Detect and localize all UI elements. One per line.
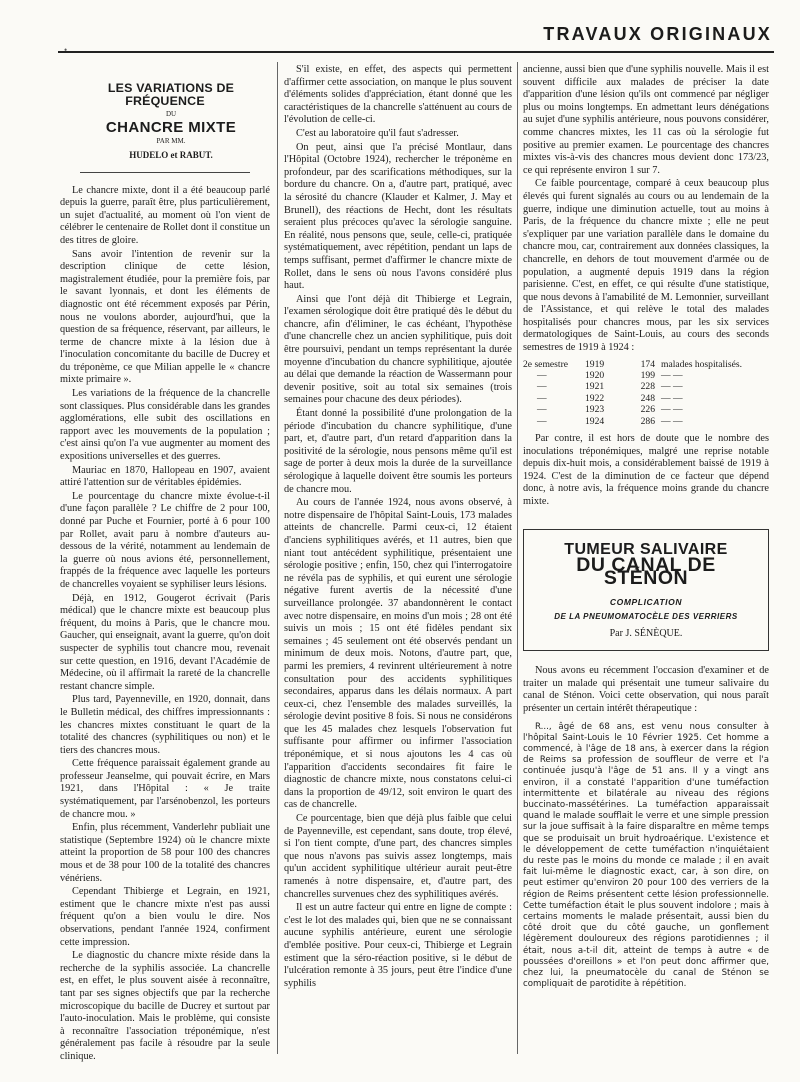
case-report: R..., âgé de 68 ans, est venu nous consulter à l'hôpital Saint-Louis le 10 Février 1925. Cet homme a commencé, à l'âge de 18 ans, à exercer dans la région de Reims sa profession de souffleur de verre et l'a continuée jusqu'à l'âge de 51 ans. Il y a vingt ans environ, il a constaté l'apparition d'une tuméfaction intermittente et bilatérale au niveau des régions buccinato-massétérines. La tuméfaction apparaissait quand le malade soufflait le verre et une simple pression sur la joue suffisait à la faire disparaître en même temps que se produisait un bruit hydroaérique. L'existence et le développement de cette tuméfaction n'inquiétaient du reste pas le moins du monde ce malade ; il en avait fait lui-même le diagnostic exact, car, à son dire, on peut estimer qu'environ 20 pour 100 des verriers de la région de Reims présentent cette lésion professionnelle. Cette tuméfaction était le plus souvent indolore ; mais à certains moments le malade présentait, aussi bien du côté droit que du côté gauche, un gonflement légèrement douloureux des régions parotidiennes ; il était, nous a-t-il dit, atteint de temps à autre « de poussées d'oreillons » et l'on peut donc affirmer que, chez lui, la pneumatocèle du canal de Sténon se compliquait de parotidite à répétition. xyxy=(523,721,769,990)
table-row xyxy=(523,370,769,381)
article-title-box xyxy=(523,529,769,652)
table-cell: 226 xyxy=(640,404,655,416)
table-row xyxy=(523,416,769,427)
column-divider xyxy=(517,62,518,1054)
article-authors: HUDELO et RABUT. xyxy=(129,149,213,160)
article-byline-prefix: PAR MM. xyxy=(156,137,186,146)
table-row xyxy=(523,381,769,392)
paragraph: Nous avons eu récemment l'occasion d'examiner et de traiter un malade qui présentait une tumeur salivaire du canal de Sténon. Voici cette observation, qui nous paraît présenter un certain intérêt thérapeutique : xyxy=(523,665,769,714)
section-title: TRAVAUX ORIGINAUX xyxy=(543,24,772,44)
table-cell: 1921 xyxy=(585,381,605,393)
table-cell: 1920 xyxy=(585,370,605,382)
table-cell: 248 xyxy=(640,392,655,404)
table-cell: — xyxy=(537,370,547,382)
column-2 xyxy=(284,64,512,990)
table-cell: 286 xyxy=(640,415,655,427)
paragraph: Par contre, il est hors de doute que le nombre des inoculations tréponémiques, malgré une reprise notable depuis dix-huit mois, a considérablement baissé de 1919 à 1924. C'est de la diminution de ce facteur que dépend donc, à notre avis, la fréquence moins grande du chancre mixte. xyxy=(523,433,769,508)
table-cell: 174 xyxy=(640,358,655,370)
table-cell: — xyxy=(537,404,547,416)
paragraph: Cependant Thibierge et Legrain, en 1921, estiment que le chancre mixte n'est pas aussi fréquent qu'on a bien voulu le dire. Nos observations, pendant l'année 1924, confirment cette impression. xyxy=(60,886,270,948)
article-title-main: CHANCRE MIXTE xyxy=(105,118,237,136)
table-row xyxy=(523,393,769,404)
stats-table xyxy=(523,359,769,427)
paragraph: Enfin, plus récemment, Vanderlehr publiait une statistique (Septembre 1924) où le chancre mixte atteint la proportion de 58 pour 100 des chancres mous et de 38 pour 100 de la totalité des chancres vénériens. xyxy=(60,822,270,884)
table-cell: — — xyxy=(661,392,683,404)
table-cell: — xyxy=(537,392,547,404)
table-row xyxy=(523,359,769,370)
paragraph: On peut, ainsi que l'a précisé Montlaur, dans l'Hôpital (Octobre 1924), rechercher le tréponème en profondeur, par des scarifications méthodiques, sur la bordure du chancre. On a, d'autre part, pratiqué, avec la sérosité du chancre (Klauder et Kalmer, J. May et Brunell), des réactions de Hecht, dont les résultats seraient plus précoces qu'avec la sérologie sanguine. En réalité, nous pensons que, seule, celle-ci, pratiquée systématiquement, avec répétition, pendant un laps de temps suffisant, permet d'affirmer le chancre mixte de Rollet, dans le sens où nous l'avons considéré plus haut. xyxy=(284,141,512,292)
table-row xyxy=(523,404,769,415)
page-header xyxy=(0,0,800,58)
paragraph: Mauriac en 1870, Hallopeau en 1907, avaient attiré l'attention sur de véritables épidémies. xyxy=(60,464,270,489)
paragraph: S'il existe, en effet, des aspects qui permettent d'affirmer cette association, on manque le plus souvent d'éléments solides d'appréciation, étant donné que les caractéristiques de la chancrelle s'atténuent au cours de l'évolution de celle-ci. xyxy=(284,64,512,126)
table-cell: 1919 xyxy=(585,358,605,370)
paragraph: ancienne, aussi bien que d'une syphilis nouvelle. Mais il est souvent difficile aux malades de préciser la date d'apparition d'une lésion qu'ils ont commencé par négliger plus ou moins longtemps. En admettant leurs dénégations au sujet d'une syphilis antérieure, nous pouvons considérer, comme chancres mixtes, les 11 cas où la sérologie fut positive au premier examen. Le pourcentage des chancres mixtes vis-à-vis des chancres mous devient donc 173/23, ce qui représente environ 1 sur 7. xyxy=(523,64,769,176)
paragraph: Ce faible pourcentage, comparé à ceux beaucoup plus élevés qui furent signalés au cours ou au lendemain de la guerre, indique une diminution actuelle, tout au moins à Paris, de la fréquence du chancre mixte ; elle ne peut s'expliquer par une variation parallèle dans le domaine du chancre mou, car, contrairement aux données classiques, la chancrelle, en dehors de tout mouvement d'armée ou de population, a augmenté depuis 1919 dans la région parisienne. C'est, en effet, ce qui résulte d'une statistique, que nous devons à l'amabilité de M. Lemonnier, surveillant de l'Assistance, et qui relève le total des malades hospitalisés pour chancres mous, par les six services dermatologiques de Saint-Louis, au cours des seconds semestres de 1919 à 1924 : xyxy=(523,178,769,354)
table-cell: 1923 xyxy=(585,404,605,416)
table-cell: — xyxy=(537,415,547,427)
column-3 xyxy=(523,64,769,990)
paragraph: Ainsi que l'ont déjà dit Thibierge et Legrain, l'examen sérologique doit être pratiqué dès le début du chancre, afin d'éliminer, le cas échéant, l'hypothèse d'une chancrelle chez un ancien syphilitique, puis doit être poursuivi, pendant un temps représentant la durée moyenne d'incubation du chancre syphilitique, ajoutée au délai que demande la réaction de Wassermann pour devenir positive, soit au total six semaines (trois semaines pour chacune des deux périodes). xyxy=(284,293,512,406)
paragraph: Étant donné la possibilité d'une prolongation de la période d'incubation du chancre syphilitique, d'une part, et, d'autre part, d'un retard d'apparition dans la positivité de la sérologie, nous pensons même qu'il est sage de porter à deux mois la durée de la surveillance sérologique à laquelle doivent être soumis les porteurs de chancre mou. xyxy=(284,408,512,495)
table-cell: 199 xyxy=(640,370,655,382)
paragraph: Déjà, en 1912, Gougerot écrivait (Paris médical) que le chancre mixte est beaucoup plus fréquent, du moins à Paris, que le chancre mou. Gaucher, qui enseignait, avant la guerre, qu'on doit suspecter de syphilis tout chancre mou, revenait sur cette question, en 1916, devant l'Académie de Médecine, où il affirmait la rareté de la chancrelle restant chancre simple. xyxy=(60,592,270,692)
paragraph: Les variations de la fréquence de la chancrelle sont classiques. Plus considérable dans les grandes agglomérations, elle subit des oscillations en rapport avec les mouvements de la population ; c'est ainsi qu'on l'a vue augmenter au moment des expositions universelles et des guerres. xyxy=(60,388,270,463)
title-rule xyxy=(80,172,250,173)
paragraph: Plus tard, Payenneville, en 1920, donnait, dans le Bulletin médical, des chiffres impressionnants : les chancres mixtes constituant le quart de la totalité des chancres (syphilitiques ou non) et le tiers des chancres mous. xyxy=(60,694,270,756)
paragraph: Au cours de l'année 1924, nous avons observé, à notre dispensaire de l'hôpital Saint-Louis, 173 malades atteints de chancrelle. Parmi ceux-ci, 12 étaient d'anciens syphilitiques avérés, et 11 autres, bien que niant tout antécédent syphilitique, présentaient une sérologie positive ; enfin, 150, chez qui l'interrogatoire ne révéla pas de syphilis, et qui eurent une sérologie négative furent avertis de la nécessité d'une surveillance prolongée. 37 abandonnèrent le contact avec notre dispensaire, en moins d'un mois ; 28 ont été suivis un mois ; 15 ont été fidèles pendant six semaines ; 45 seulement ont été observés pendant un minimum de deux mois. Notons, d'autre part, que, parmi les premiers, 4 revinrent ultérieurement à notre consultation pour des accidents syphilitiques secondaires, apparus dans les délais normaux. A part ceux-ci, chez l'ensemble des malades surveillés, la sérologie devint positive 8 fois. Si nous ne considérons que les 45 malades chez lesquels l'observation fut suffisante pour affirmer ou infirmer l'association tréponémique, et si nous ajoutons les 4 cas où l'apparition d'accidents secondaires fit faire le diagnostic de chancre mixte, nous constatons celui-ci dans la proportion de 49/12, soit environ le quart des cas de chancrelle. xyxy=(284,497,512,811)
article-title: LES VARIATIONS DE FRÉQUENCE xyxy=(107,81,235,108)
table-cell: — — xyxy=(661,404,683,416)
table-cell: — — xyxy=(661,415,683,427)
table-cell: malades hospitalisés. xyxy=(661,358,742,370)
paragraph: Le diagnostic du chancre mixte réside dans la recherche de la syphilis associée. La chancrelle est, en effet, le plus souvent aisée à reconnaître, tant par ses signes objectifs que par la recherche microscopique du bacille de Ducrey et surtout par l'auto-inoculation. Mais le problème, qui consiste à reconnaître l'association tréponémique, n'est généralement pas facile à résoudre par la seule clinique. xyxy=(60,950,270,1062)
article-author: Par J. SÉNÈQUE. xyxy=(609,627,683,639)
article-title-du: DU xyxy=(165,110,177,119)
paragraph: Cette fréquence paraissait également grande au professeur Jeanselme, qui pouvait écrire, en Mars 1921, dans l'Hôpital : « Je traite systématiquement, par l'arsénobenzol, les porteurs de chancre mou. » xyxy=(60,758,270,820)
table-cell: 2e semestre xyxy=(523,358,569,370)
table-cell: 1924 xyxy=(585,415,605,427)
paragraph: C'est au laboratoire qu'il faut s'adresser. xyxy=(296,127,459,139)
paragraph: Sans avoir l'intention de revenir sur la description clinique de cette lésion, magistralement étudiée, pour la première fois, par le savant lyonnais, et dont les éléments de diagnostic ont été récemment exposés par Périn, nous ne voulons aborder, aujourd'hui, que la question de sa fréquence, réservant, par ailleurs, le terme de chancre mixte à la lésion due à l'inoculation concomitante du bacille de Ducrey et du tréponème, ce que Milian appelle le « chancre mixte primaire ». xyxy=(60,248,270,386)
column-divider xyxy=(277,62,278,1054)
paragraph: Le chancre mixte, dont il a été beaucoup parlé depuis la guerre, paraît être, plus particulièrement, un sujet d'actualité, au moment où l'on vient de célébrer le centenaire de Rollet dont il constitue un des titres de gloire. xyxy=(60,184,270,246)
table-cell: — — xyxy=(661,381,683,393)
table-cell: 1922 xyxy=(585,392,605,404)
article-subtitle: DE LA PNEUMOMATOCÈLE DES VERRIERS xyxy=(554,612,738,622)
paragraph: Le pourcentage du chancre mixte évolue-t-il d'une façon parallèle ? Le chiffre de 2 pour 100, donné par Puche et Fournier, porté à 6 pour 100 par Rollet, avait paru à nombre d'auteurs au-dessous de la vérité, notamment au lendemain de la guerre où nous avions été, personnellement, frappés de la fréquence avec laquelle les porteurs de chancrelles voyaient se syphiliser leurs lésions. xyxy=(60,490,270,590)
article-subtitle: COMPLICATION xyxy=(609,597,683,608)
table-cell: 228 xyxy=(640,381,655,393)
column-1 xyxy=(60,64,270,1064)
article-title: DU CANAL DE STÉNON xyxy=(576,554,716,589)
article-title: TUMEUR SALIVAIRE xyxy=(564,540,728,558)
paragraph: Il est un autre facteur qui entre en ligne de compte : c'est le lot des malades qui, bien que ne se connaissant aucune syphilis antérieure, eurent une sérologie d'emblée positive. Pour ceux-ci, Thibierge et Legrain estiment que la séro-réaction positive, si le début de l'ulcération remonte à 35 jours, peut être l'indice d'une syphilis xyxy=(284,902,512,989)
page-mark: • xyxy=(64,45,68,55)
paragraph: Ce pourcentage, bien que déjà plus faible que celui de Payenneville, est cependant, sans doute, trop élevé, si l'on tient compte, d'une part, des chancres simples que nous n'avons pas suivis assez longtemps, mais qu'un accident syphilitique ultérieur aurait peut-être ramenés à notre dispensaire, et, d'autre part, des chancrelles survenues chez des syphilitiques avérés. xyxy=(284,813,512,900)
table-cell: — xyxy=(537,381,547,393)
header-rule xyxy=(58,51,774,53)
table-cell: — — xyxy=(661,370,683,382)
